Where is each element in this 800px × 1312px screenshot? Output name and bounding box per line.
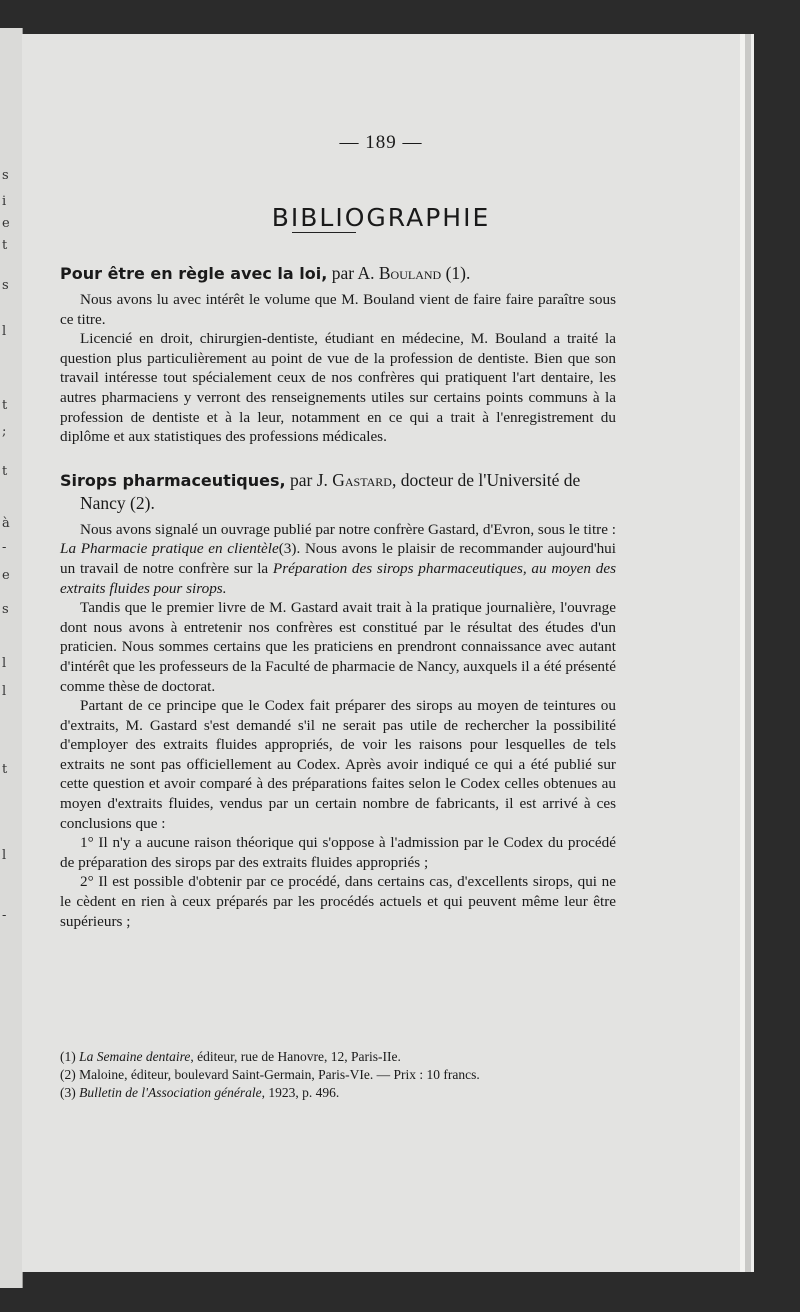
margin-mark: s bbox=[2, 278, 9, 293]
text-run: (3). Nous avons le plaisir de recommander aujourd'hui un travail de notre confrère sur la bbox=[60, 540, 616, 577]
paragraph bbox=[60, 520, 616, 598]
margin-mark: i bbox=[2, 194, 7, 209]
margin-mark: e bbox=[2, 568, 10, 583]
cited-title: Préparation des sirops pharmaceutiques, au moyen des extraits fluides pour sirops. bbox=[60, 559, 616, 597]
entry-heading-rest: , docteur de l'Université de Nancy (2). bbox=[80, 469, 581, 513]
paragraph: Nous avons lu avec intérêt le volume que M. Bouland vient de faire faire paraître sous ce titre. bbox=[60, 291, 616, 328]
facing-page-edge bbox=[0, 28, 23, 1288]
footnote-text: Maloine, éditeur, boulevard Saint-Germain, Paris-VIe. — Prix : 10 francs. bbox=[79, 1067, 480, 1082]
margin-mark: e bbox=[2, 216, 10, 231]
margin-mark: t bbox=[2, 762, 8, 777]
page-title: BIBLIOGRAPHIE bbox=[271, 202, 491, 232]
footnote-number: (2) bbox=[60, 1067, 80, 1082]
paragraph: 2° Il est possible d'obtenir par ce procédé, dans certains cas, d'excellents sirops, qui ne le cèdent en rien à ceux préparés par les procédés actuels et qui peuvent même leur être supérieurs ; bbox=[60, 873, 616, 930]
footnote-number: (1) bbox=[60, 1049, 80, 1064]
margin-mark: - bbox=[2, 908, 7, 923]
margin-mark: l bbox=[2, 656, 7, 671]
margin-mark: ; bbox=[2, 424, 7, 439]
entry-author: Gastard bbox=[332, 469, 392, 490]
margin-mark: s bbox=[2, 168, 9, 183]
margin-mark: à bbox=[2, 516, 10, 531]
footnotes bbox=[60, 1048, 616, 1102]
entry-heading bbox=[60, 262, 616, 285]
book-page bbox=[22, 34, 745, 1272]
entry-by: par J. bbox=[285, 469, 333, 490]
entry-by: par A. bbox=[327, 263, 379, 283]
footnote bbox=[60, 1048, 616, 1066]
text-run: Nous avons signalé un ouvrage publié par notre confrère Gastard, d'Evron, sous le titre : bbox=[80, 520, 616, 538]
entry-title: Pour être en règle avec la loi, bbox=[60, 264, 328, 283]
section-gap bbox=[60, 447, 616, 469]
bibliography-entry-bouland bbox=[60, 262, 616, 447]
paragraph: Partant de ce principe que le Codex fait préparer des sirops au moyen de teintures ou d'extraits, M. Gastard s'est demandé s'il ne serait pas utile de rechercher la possibilité d'employer des extraits fluides appropriés, de voir les raisons pour lesquelles de tels extraits ne sont pas officiellement au Codex. Après avoir indiqué ce qui a été publié sur cette question et avoir comparé à des préparations faites selon le Codex celles obtenues au moyen d'extraits fluides, vendus par un certain nombre de fabricants, il est arrivé à ces conclusions que : bbox=[60, 697, 616, 832]
entry-heading bbox=[60, 469, 616, 515]
cited-title: La Pharmacie pratique en clientèle bbox=[60, 540, 279, 558]
title-divider bbox=[292, 232, 356, 233]
footnote bbox=[60, 1084, 616, 1102]
entry-heading-rest: (1). bbox=[441, 263, 471, 283]
bibliography-entry-gastard bbox=[60, 469, 616, 931]
paragraph: Tandis que le premier livre de M. Gastard avait trait à la pratique journalière, l'ouvrage dont nous avons à entretenir nos confrères est constitué par le résultat des études d'un praticien. Nous sommes certains que les praticiens en prendront connaissance avec autant d'intérêt que les professeurs de la Faculté de pharmacie de Nancy, auxquels il a été présenté comme thèse de doctorat. bbox=[60, 599, 616, 695]
footnote bbox=[60, 1066, 616, 1084]
margin-mark: l bbox=[2, 848, 7, 863]
margin-mark: l bbox=[2, 684, 7, 699]
margin-mark: t bbox=[2, 398, 8, 413]
margin-mark: - bbox=[2, 540, 7, 555]
paragraph: 1° Il n'y a aucune raison théorique qui s'oppose à l'admission par le Codex du procédé de préparation des sirops par des extraits fluides appropriés ; bbox=[60, 834, 616, 871]
margin-mark: t bbox=[2, 464, 8, 479]
footnote-number: (3) bbox=[60, 1085, 80, 1100]
footnote-title: La Semaine dentaire bbox=[79, 1049, 191, 1064]
margin-mark: l bbox=[2, 324, 7, 339]
footnote-text: , 1923, p. 496. bbox=[261, 1085, 340, 1100]
page-number: — 189 — bbox=[339, 132, 423, 153]
page-body bbox=[60, 262, 616, 931]
entry-title: Sirops pharmaceutiques, bbox=[60, 470, 286, 490]
margin-mark: t bbox=[2, 238, 8, 253]
entry-author: Bouland bbox=[378, 263, 442, 283]
footnote-title: Bulletin de l'Association générale bbox=[79, 1085, 262, 1100]
margin-mark: s bbox=[2, 602, 9, 617]
paragraph: Licencié en droit, chirurgien-dentiste, étudiant en médecine, M. Bouland a traité la question plus particulièrement au point de vue de la profession de dentiste. Bien que son travail intéresse tout spécialement ceux de nos confrères qui pratiquent l'art dentaire, les autres pharmaciens y verront des renseignements utiles sur certains points communs à la profession de dentiste et à la leur, notamment en ce qui a trait à l'enregistrement du diplôme et aux statistiques des professions médicales. bbox=[60, 330, 616, 446]
footnote-text: , éditeur, rue de Hanovre, 12, Paris-IIe. bbox=[190, 1049, 401, 1064]
